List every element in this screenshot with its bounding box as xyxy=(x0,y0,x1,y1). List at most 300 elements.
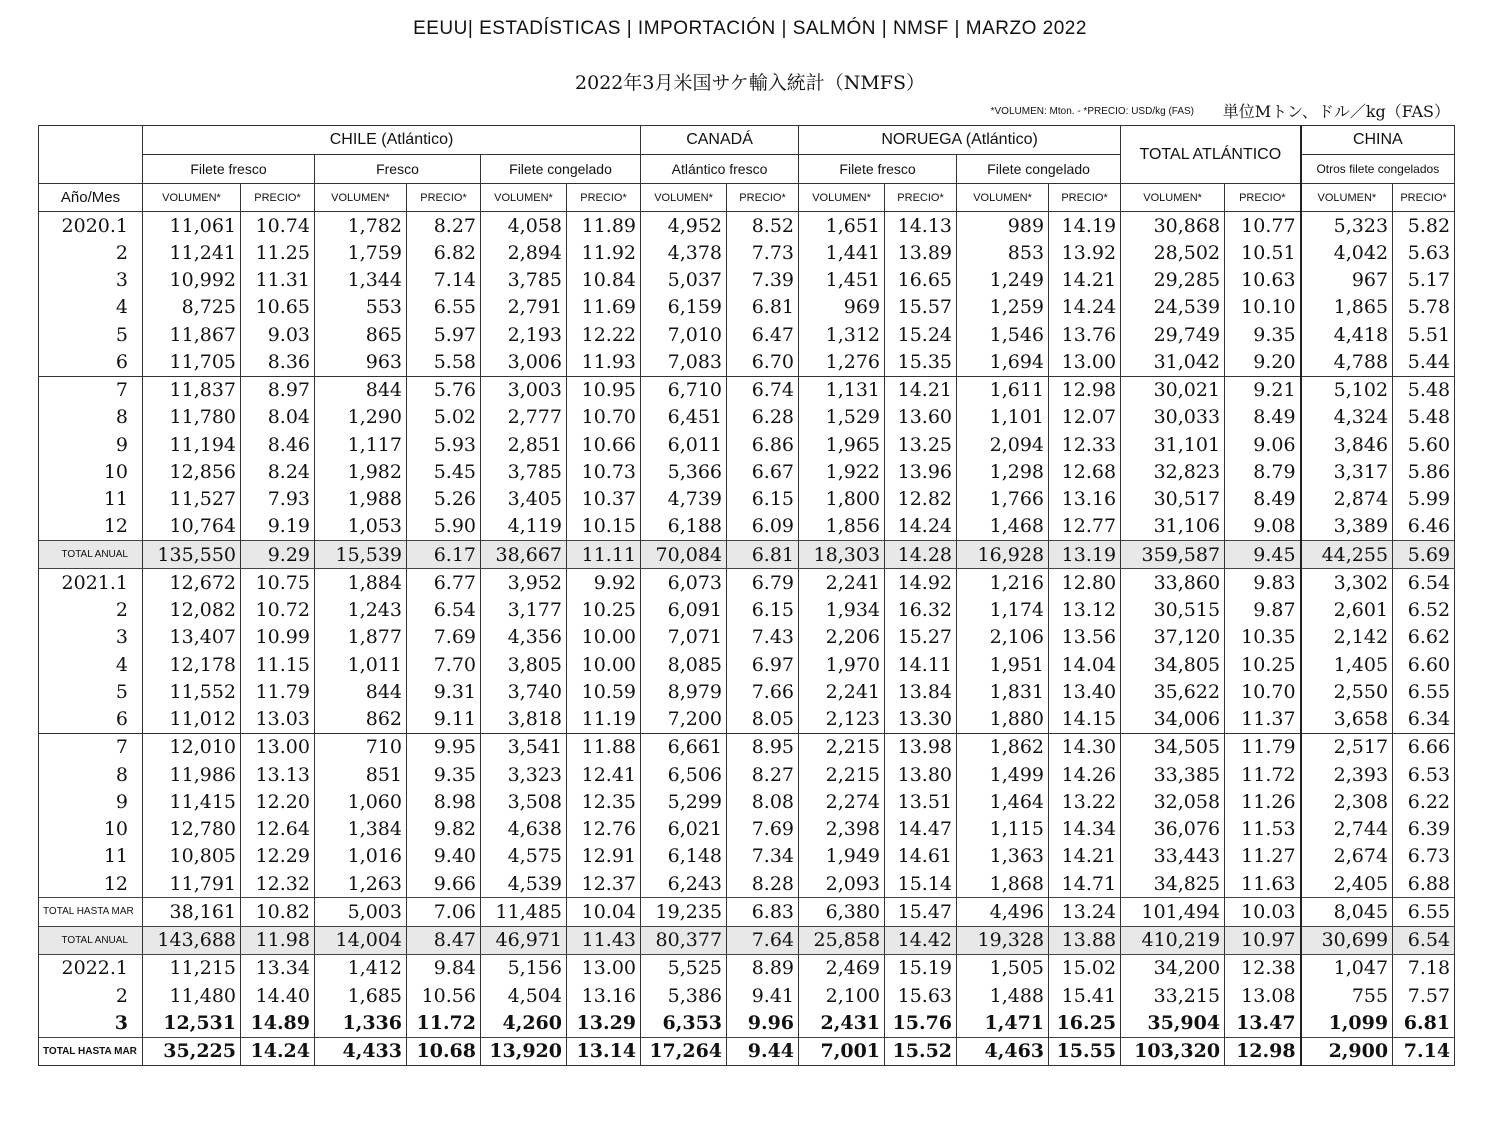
volume-cell: 2,431 xyxy=(799,1009,885,1037)
price-cell: 10.56 xyxy=(407,982,481,1009)
volume-cell: 35,904 xyxy=(1121,1009,1225,1037)
price-cell: 12.22 xyxy=(567,321,641,348)
japanese-title: 2022年3月米国サケ輸入統計（NMFS） xyxy=(575,72,925,94)
table-row xyxy=(39,982,1455,1009)
table-body xyxy=(39,212,1455,1066)
price-cell: 8.49 xyxy=(1225,486,1301,513)
price-cell: 6.77 xyxy=(407,569,481,597)
volume-cell: 4,788 xyxy=(1301,348,1393,376)
row-label: 12 xyxy=(39,513,143,541)
price-cell: 15.55 xyxy=(1049,1037,1121,1065)
volume-cell: 4,042 xyxy=(1301,239,1393,266)
volume-cell: 359,587 xyxy=(1121,541,1225,569)
volume-cell: 30,517 xyxy=(1121,486,1225,513)
volume-cell: 11,241 xyxy=(143,239,241,266)
price-cell: 12.29 xyxy=(241,843,315,870)
volume-cell: 2,851 xyxy=(481,431,567,458)
table-row xyxy=(39,212,1455,240)
table-row xyxy=(39,431,1455,458)
volume-cell: 38,161 xyxy=(143,898,241,926)
price-cell: 12.76 xyxy=(567,816,641,843)
volume-cell: 1,529 xyxy=(799,404,885,431)
price-cell: 15.27 xyxy=(885,624,957,651)
volume-cell: 3,177 xyxy=(481,597,567,624)
price-cell: 13.24 xyxy=(1049,898,1121,926)
volume-cell: 410,219 xyxy=(1121,926,1225,954)
price-cell: 9.06 xyxy=(1225,431,1301,458)
volume-cell: 967 xyxy=(1301,267,1393,294)
volume-cell: 13,407 xyxy=(143,624,241,651)
volume-cell: 32,823 xyxy=(1121,458,1225,485)
volume-cell: 1,880 xyxy=(957,706,1049,734)
volume-cell: 755 xyxy=(1301,982,1393,1009)
row-label: 10 xyxy=(39,458,143,485)
price-cell: 10.25 xyxy=(567,597,641,624)
volume-cell: 1,259 xyxy=(957,294,1049,321)
volume-cell: 143,688 xyxy=(143,926,241,954)
volume-cell: 80,377 xyxy=(641,926,727,954)
price-cell: 8.46 xyxy=(241,431,315,458)
volume-cell: 4,418 xyxy=(1301,321,1393,348)
volume-cell: 4,539 xyxy=(481,870,567,898)
volume-cell: 5,102 xyxy=(1301,376,1393,404)
volume-cell: 7,071 xyxy=(641,624,727,651)
price-cell: 13.30 xyxy=(885,706,957,734)
volume-cell: 1,441 xyxy=(799,239,885,266)
volume-cell: 46,971 xyxy=(481,926,567,954)
price-cell: 5.02 xyxy=(407,404,481,431)
price-cell: 8.36 xyxy=(241,348,315,376)
price-cell: 15.47 xyxy=(885,898,957,926)
volume-cell: 2,405 xyxy=(1301,870,1393,898)
volume-cell: 1,451 xyxy=(799,267,885,294)
price-cell: 6.74 xyxy=(727,376,799,404)
volume-cell: 33,443 xyxy=(1121,843,1225,870)
units-note-japanese: 単位Mトン、ドル／kg（FAS） xyxy=(1222,102,1450,121)
price-cell: 6.66 xyxy=(1393,733,1455,761)
price-cell: 11.37 xyxy=(1225,706,1301,734)
price-cell: 12.82 xyxy=(885,486,957,513)
volume-cell: 5,366 xyxy=(641,458,727,485)
price-cell: 10.82 xyxy=(241,898,315,926)
price-cell: 13.56 xyxy=(1049,624,1121,651)
price-cell: 11.72 xyxy=(1225,761,1301,788)
volume-cell: 24,539 xyxy=(1121,294,1225,321)
price-cell: 14.28 xyxy=(885,541,957,569)
volume-cell: 32,058 xyxy=(1121,788,1225,815)
volume-cell: 2,469 xyxy=(799,954,885,982)
table-row xyxy=(39,458,1455,485)
table-row xyxy=(39,1037,1455,1065)
price-cell: 9.83 xyxy=(1225,569,1301,597)
volume-cell: 1,766 xyxy=(957,486,1049,513)
price-cell: 13.29 xyxy=(567,1009,641,1037)
price-cell: 8.28 xyxy=(727,870,799,898)
volume-cell: 1,499 xyxy=(957,761,1049,788)
volume-cell: 3,003 xyxy=(481,376,567,404)
price-cell: 5.51 xyxy=(1393,321,1455,348)
price-cell: 14.21 xyxy=(885,376,957,404)
volume-cell: 1,949 xyxy=(799,843,885,870)
price-cell: 13.00 xyxy=(1049,348,1121,376)
price-cell: 7.70 xyxy=(407,651,481,678)
volume-cell: 5,003 xyxy=(315,898,407,926)
price-cell: 11.92 xyxy=(567,239,641,266)
volume-cell: 6,380 xyxy=(799,898,885,926)
table-row xyxy=(39,267,1455,294)
volume-cell: 8,045 xyxy=(1301,898,1393,926)
price-cell: 14.21 xyxy=(1049,843,1121,870)
volume-cell: 6,159 xyxy=(641,294,727,321)
price-cell: 10.97 xyxy=(1225,926,1301,954)
volume-cell: 12,010 xyxy=(143,733,241,761)
volume-cell: 1,060 xyxy=(315,788,407,815)
price-cell: 5.17 xyxy=(1393,267,1455,294)
price-cell: 8.05 xyxy=(727,706,799,734)
volume-cell: 1,298 xyxy=(957,458,1049,485)
volume-cell: 1,101 xyxy=(957,404,1049,431)
price-cell: 14.13 xyxy=(885,212,957,240)
table-row xyxy=(39,239,1455,266)
volume-cell: 3,389 xyxy=(1301,513,1393,541)
volume-cell: 2,398 xyxy=(799,816,885,843)
volume-cell: 710 xyxy=(315,733,407,761)
column-header-volume: VOLUMEN* xyxy=(143,184,241,212)
volume-cell: 553 xyxy=(315,294,407,321)
volume-cell: 2,241 xyxy=(799,569,885,597)
price-cell: 10.95 xyxy=(567,376,641,404)
price-cell: 15.63 xyxy=(885,982,957,1009)
table-row xyxy=(39,513,1455,541)
volume-cell: 11,061 xyxy=(143,212,241,240)
volume-cell: 6,091 xyxy=(641,597,727,624)
price-cell: 13.16 xyxy=(1049,486,1121,513)
volume-cell: 34,805 xyxy=(1121,651,1225,678)
price-cell: 6.81 xyxy=(1393,1009,1455,1037)
price-cell: 6.62 xyxy=(1393,624,1455,651)
price-cell: 13.12 xyxy=(1049,597,1121,624)
table-row xyxy=(39,376,1455,404)
volume-cell: 30,033 xyxy=(1121,404,1225,431)
volume-cell: 1,988 xyxy=(315,486,407,513)
subgroup-norway-fillet-frozen: Filete congelado xyxy=(957,155,1121,184)
price-cell: 11.19 xyxy=(567,706,641,734)
volume-cell: 1,800 xyxy=(799,486,885,513)
table-row xyxy=(39,788,1455,815)
volume-cell: 35,622 xyxy=(1121,678,1225,705)
volume-cell: 862 xyxy=(315,706,407,734)
volume-cell: 36,076 xyxy=(1121,816,1225,843)
volume-cell: 1,249 xyxy=(957,267,1049,294)
price-cell: 11.11 xyxy=(567,541,641,569)
row-label: TOTAL HASTA MAR xyxy=(39,1037,143,1065)
price-cell: 10.68 xyxy=(407,1037,481,1065)
volume-cell: 11,215 xyxy=(143,954,241,982)
price-cell: 11.69 xyxy=(567,294,641,321)
price-cell: 8.98 xyxy=(407,788,481,815)
price-cell: 13.08 xyxy=(1225,982,1301,1009)
volume-cell: 6,243 xyxy=(641,870,727,898)
row-label: 4 xyxy=(39,294,143,321)
table-row xyxy=(39,294,1455,321)
table-row xyxy=(39,541,1455,569)
price-cell: 14.42 xyxy=(885,926,957,954)
volume-cell: 4,496 xyxy=(957,898,1049,926)
price-cell: 13.80 xyxy=(885,761,957,788)
volume-cell: 35,225 xyxy=(143,1037,241,1065)
price-cell: 11.79 xyxy=(241,678,315,705)
price-cell: 15.41 xyxy=(1049,982,1121,1009)
row-label: 10 xyxy=(39,816,143,843)
volume-cell: 1,862 xyxy=(957,733,1049,761)
price-cell: 12.80 xyxy=(1049,569,1121,597)
volume-cell: 1,243 xyxy=(315,597,407,624)
price-cell: 15.35 xyxy=(885,348,957,376)
subgroup-chile-fillet-frozen: Filete congelado xyxy=(481,155,641,184)
volume-cell: 2,393 xyxy=(1301,761,1393,788)
price-cell: 6.52 xyxy=(1393,597,1455,624)
volume-cell: 3,508 xyxy=(481,788,567,815)
price-cell: 9.82 xyxy=(407,816,481,843)
volume-cell: 4,260 xyxy=(481,1009,567,1037)
price-cell: 15.57 xyxy=(885,294,957,321)
price-cell: 13.60 xyxy=(885,404,957,431)
price-cell: 13.76 xyxy=(1049,321,1121,348)
price-cell: 10.74 xyxy=(241,212,315,240)
price-cell: 14.30 xyxy=(1049,733,1121,761)
volume-cell: 34,006 xyxy=(1121,706,1225,734)
price-cell: 6.67 xyxy=(727,458,799,485)
price-cell: 6.39 xyxy=(1393,816,1455,843)
price-cell: 15.19 xyxy=(885,954,957,982)
price-cell: 7.06 xyxy=(407,898,481,926)
volume-cell: 1,611 xyxy=(957,376,1049,404)
row-label: 9 xyxy=(39,788,143,815)
volume-cell: 1,831 xyxy=(957,678,1049,705)
volume-cell: 2,100 xyxy=(799,982,885,1009)
price-cell: 10.66 xyxy=(567,431,641,458)
volume-cell: 2,093 xyxy=(799,870,885,898)
column-header-volume: VOLUMEN* xyxy=(481,184,567,212)
volume-cell: 37,120 xyxy=(1121,624,1225,651)
volume-cell: 1,865 xyxy=(1301,294,1393,321)
price-cell: 5.26 xyxy=(407,486,481,513)
price-cell: 8.49 xyxy=(1225,404,1301,431)
volume-cell: 1,464 xyxy=(957,788,1049,815)
volume-cell: 3,785 xyxy=(481,267,567,294)
price-cell: 14.24 xyxy=(1049,294,1121,321)
price-cell: 7.64 xyxy=(727,926,799,954)
price-cell: 9.45 xyxy=(1225,541,1301,569)
column-header-volume: VOLUMEN* xyxy=(799,184,885,212)
table-row xyxy=(39,678,1455,705)
volume-cell: 12,178 xyxy=(143,651,241,678)
price-cell: 10.84 xyxy=(567,267,641,294)
price-cell: 6.79 xyxy=(727,569,799,597)
price-cell: 6.47 xyxy=(727,321,799,348)
volume-cell: 1,011 xyxy=(315,651,407,678)
price-cell: 10.73 xyxy=(567,458,641,485)
volume-cell: 1,468 xyxy=(957,513,1049,541)
price-cell: 12.32 xyxy=(241,870,315,898)
row-label: 3 xyxy=(39,1009,143,1037)
price-cell: 8.79 xyxy=(1225,458,1301,485)
volume-cell: 969 xyxy=(799,294,885,321)
volume-cell: 18,303 xyxy=(799,541,885,569)
volume-cell: 4,433 xyxy=(315,1037,407,1065)
price-cell: 5.44 xyxy=(1393,348,1455,376)
volume-cell: 3,805 xyxy=(481,651,567,678)
price-cell: 6.70 xyxy=(727,348,799,376)
volume-cell: 17,264 xyxy=(641,1037,727,1065)
price-cell: 7.43 xyxy=(727,624,799,651)
price-cell: 6.09 xyxy=(727,513,799,541)
volume-cell: 34,200 xyxy=(1121,954,1225,982)
volume-cell: 38,667 xyxy=(481,541,567,569)
volume-cell: 1,047 xyxy=(1301,954,1393,982)
price-cell: 16.25 xyxy=(1049,1009,1121,1037)
price-cell: 13.14 xyxy=(567,1037,641,1065)
volume-cell: 33,860 xyxy=(1121,569,1225,597)
row-label: 2 xyxy=(39,982,143,1009)
price-cell: 15.24 xyxy=(885,321,957,348)
price-cell: 9.21 xyxy=(1225,376,1301,404)
volume-cell: 11,012 xyxy=(143,706,241,734)
price-cell: 12.77 xyxy=(1049,513,1121,541)
volume-cell: 963 xyxy=(315,348,407,376)
volume-cell: 2,215 xyxy=(799,761,885,788)
volume-cell: 1,651 xyxy=(799,212,885,240)
price-cell: 6.54 xyxy=(407,597,481,624)
price-cell: 9.41 xyxy=(727,982,799,1009)
volume-cell: 1,117 xyxy=(315,431,407,458)
price-cell: 6.73 xyxy=(1393,843,1455,870)
volume-cell: 844 xyxy=(315,678,407,705)
price-cell: 10.99 xyxy=(241,624,315,651)
volume-cell: 6,661 xyxy=(641,733,727,761)
price-cell: 13.96 xyxy=(885,458,957,485)
volume-cell: 4,378 xyxy=(641,239,727,266)
price-cell: 7.69 xyxy=(727,816,799,843)
price-cell: 9.84 xyxy=(407,954,481,982)
price-cell: 11.98 xyxy=(241,926,315,954)
table-row xyxy=(39,954,1455,982)
price-cell: 14.24 xyxy=(885,513,957,541)
group-header-norway: NORUEGA (Atlántico) xyxy=(799,126,1121,155)
volume-cell: 1,951 xyxy=(957,651,1049,678)
price-cell: 11.72 xyxy=(407,1009,481,1037)
volume-cell: 4,739 xyxy=(641,486,727,513)
price-cell: 8.27 xyxy=(727,761,799,788)
volume-cell: 1,965 xyxy=(799,431,885,458)
price-cell: 8.52 xyxy=(727,212,799,240)
volume-cell: 14,004 xyxy=(315,926,407,954)
price-cell: 14.92 xyxy=(885,569,957,597)
volume-cell: 989 xyxy=(957,212,1049,240)
column-header-price: PRECIO* xyxy=(241,184,315,212)
price-cell: 13.00 xyxy=(567,954,641,982)
volume-cell: 13,920 xyxy=(481,1037,567,1065)
volume-cell: 2,900 xyxy=(1301,1037,1393,1065)
price-cell: 14.89 xyxy=(241,1009,315,1037)
price-cell: 5.82 xyxy=(1393,212,1455,240)
volume-cell: 2,777 xyxy=(481,404,567,431)
volume-cell: 2,193 xyxy=(481,321,567,348)
price-cell: 10.59 xyxy=(567,678,641,705)
volume-cell: 4,356 xyxy=(481,624,567,651)
price-cell: 13.51 xyxy=(885,788,957,815)
volume-cell: 6,353 xyxy=(641,1009,727,1037)
price-cell: 8.04 xyxy=(241,404,315,431)
price-cell: 6.34 xyxy=(1393,706,1455,734)
volume-cell: 8,725 xyxy=(143,294,241,321)
volume-cell: 1,336 xyxy=(315,1009,407,1037)
price-cell: 6.54 xyxy=(1393,569,1455,597)
volume-cell: 10,992 xyxy=(143,267,241,294)
group-header-chile: CHILE (Atlántico) xyxy=(143,126,641,155)
volume-cell: 11,415 xyxy=(143,788,241,815)
table-row xyxy=(39,1009,1455,1037)
price-cell: 5.99 xyxy=(1393,486,1455,513)
row-label: 3 xyxy=(39,267,143,294)
volume-cell: 1,276 xyxy=(799,348,885,376)
price-cell: 8.24 xyxy=(241,458,315,485)
price-cell: 13.19 xyxy=(1049,541,1121,569)
volume-cell: 16,928 xyxy=(957,541,1049,569)
volume-cell: 7,200 xyxy=(641,706,727,734)
row-label: 7 xyxy=(39,376,143,404)
volume-cell: 1,384 xyxy=(315,816,407,843)
table-row xyxy=(39,569,1455,597)
price-cell: 10.75 xyxy=(241,569,315,597)
volume-cell: 3,846 xyxy=(1301,431,1393,458)
volume-cell: 1,759 xyxy=(315,239,407,266)
price-cell: 5.93 xyxy=(407,431,481,458)
table-row xyxy=(39,898,1455,926)
price-cell: 13.16 xyxy=(567,982,641,1009)
price-cell: 6.55 xyxy=(407,294,481,321)
volume-cell: 2,744 xyxy=(1301,816,1393,843)
price-cell: 5.78 xyxy=(1393,294,1455,321)
volume-cell: 30,021 xyxy=(1121,376,1225,404)
volume-cell: 3,952 xyxy=(481,569,567,597)
price-cell: 13.00 xyxy=(241,733,315,761)
volume-cell: 11,986 xyxy=(143,761,241,788)
volume-cell: 2,308 xyxy=(1301,788,1393,815)
volume-cell: 1,174 xyxy=(957,597,1049,624)
price-cell: 14.34 xyxy=(1049,816,1121,843)
price-cell: 13.84 xyxy=(885,678,957,705)
price-cell: 10.37 xyxy=(567,486,641,513)
price-cell: 12.64 xyxy=(241,816,315,843)
column-header-price: PRECIO* xyxy=(1393,184,1455,212)
table-row xyxy=(39,597,1455,624)
price-cell: 9.11 xyxy=(407,706,481,734)
volume-cell: 11,780 xyxy=(143,404,241,431)
price-cell: 9.66 xyxy=(407,870,481,898)
volume-cell: 1,934 xyxy=(799,597,885,624)
volume-cell: 2,894 xyxy=(481,239,567,266)
price-cell: 10.35 xyxy=(1225,624,1301,651)
price-cell: 10.77 xyxy=(1225,212,1301,240)
price-cell: 13.89 xyxy=(885,239,957,266)
price-cell: 12.33 xyxy=(1049,431,1121,458)
volume-cell: 3,740 xyxy=(481,678,567,705)
volume-cell: 11,485 xyxy=(481,898,567,926)
price-cell: 9.95 xyxy=(407,733,481,761)
price-cell: 7.18 xyxy=(1393,954,1455,982)
price-cell: 6.28 xyxy=(727,404,799,431)
